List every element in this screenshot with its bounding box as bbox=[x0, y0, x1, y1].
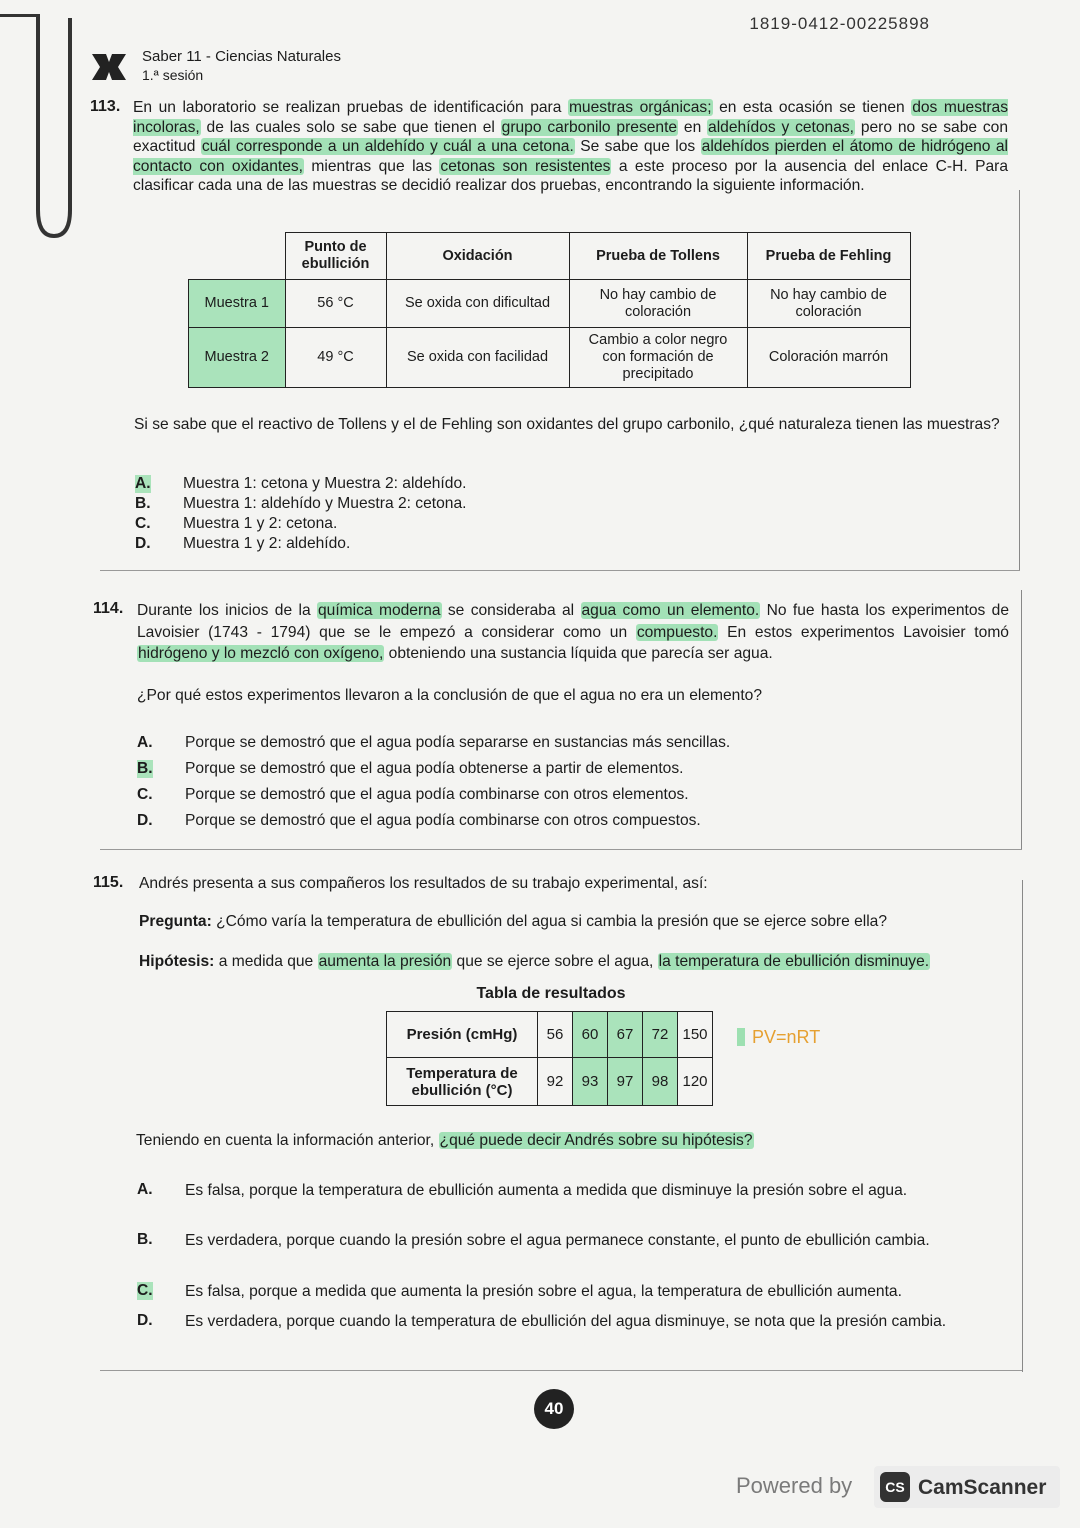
q113-option-b: B. Muestra 1: aldehído y Muestra 2: cetona. bbox=[135, 495, 467, 512]
cell: 97 bbox=[608, 1058, 643, 1106]
frame-border bbox=[1022, 880, 1023, 1372]
q113-option-a: A. Muestra 1: cetona y Muestra 2: aldehído. bbox=[135, 475, 467, 492]
icfes-logo-icon bbox=[90, 50, 128, 84]
cell: 92 bbox=[538, 1058, 573, 1106]
th-oxidacion: Oxidación bbox=[386, 233, 569, 280]
document-code: 1819-0412-00225898 bbox=[749, 14, 930, 33]
camscanner-brand: CamScanner bbox=[918, 1476, 1047, 1499]
cell: 60 bbox=[573, 1012, 608, 1058]
cell: No hay cambio de coloración bbox=[747, 280, 910, 328]
cell: 72 bbox=[643, 1012, 678, 1058]
camscanner-logo-icon: CS bbox=[880, 1472, 910, 1502]
cell: 56 °C bbox=[285, 280, 386, 328]
q114-option-c: C. Porque se demostró que el agua podía combinarse con otros elementos. bbox=[137, 786, 689, 803]
separator bbox=[100, 1370, 1022, 1371]
cell: Cambio a color negro con formación de precipitado bbox=[569, 328, 747, 388]
row-label-presion: Presión (cmHg) bbox=[387, 1012, 538, 1058]
cell: Muestra 2 bbox=[189, 328, 286, 388]
q114-option-d: D. Porque se demostró que el agua podía combinarse con otros compuestos. bbox=[137, 812, 701, 829]
handwritten-note: PV=nRT bbox=[752, 1027, 821, 1047]
q114-question: ¿Por qué estos experimentos llevaron a la conclusión de que el agua no era un elemento? bbox=[137, 687, 763, 704]
cell: 150 bbox=[678, 1012, 713, 1058]
q114-option-a: A. Porque se demostró que el agua podía separarse en sustancias más sencillas. bbox=[137, 734, 731, 751]
separator bbox=[100, 570, 1020, 571]
cell: Muestra 1 bbox=[189, 280, 286, 328]
q113-table bbox=[188, 232, 911, 388]
powered-by-text: Powered by bbox=[736, 1473, 853, 1498]
header-title: Saber 11 - Ciencias Naturales bbox=[142, 48, 341, 65]
frame-border bbox=[1021, 590, 1022, 850]
cell: 67 bbox=[608, 1012, 643, 1058]
q115-results-table bbox=[386, 1011, 713, 1106]
question-number-115: 115. bbox=[93, 874, 124, 891]
table-title: Tabla de resultados bbox=[476, 985, 626, 1002]
table-corner bbox=[189, 233, 286, 280]
question-number-114: 114. bbox=[93, 600, 124, 617]
q115-option-d: D. Es verdadera, porque cuando la temperatura de ebullición del agua disminuye, se nota que la presión cambia. bbox=[137, 1312, 947, 1330]
highlight-mark bbox=[737, 1028, 745, 1046]
q113-text: En un laboratorio se realizan pruebas de identificación para muestras orgánicas; en esta ocasión se tienen dos muestras incoloras, de las cuales solo se sabe que tienen el grupo carbonilo presente en aldehídos y cetonas, pero no se sabe con exactitud cuál corresponde a un aldehído y cuál a una cetona. Se sabe que los aldehídos pierden el átomo de hidrógeno al contacto con oxidantes, mientras que las cetonas son resistentes a este proceso por la ausencia del enlace C-H. Para clasificar cada una de las muestras se decidió realizar dos pruebas, encontrando la siguiente información. bbox=[133, 99, 1009, 194]
cell: 49 °C bbox=[285, 328, 386, 388]
frame-border bbox=[1019, 190, 1020, 570]
header-session: 1.ª sesión bbox=[142, 67, 204, 83]
q115-option-b: B. Es verdadera, porque cuando la presión sobre el agua permanece constante, el punto de ebullición cambia. bbox=[137, 1231, 930, 1249]
table-row bbox=[189, 280, 911, 328]
q115-intro: Andrés presenta a sus compañeros los resultados de su trabajo experimental, así: bbox=[139, 875, 708, 892]
th-tollens: Prueba de Tollens bbox=[569, 233, 747, 280]
page-number: 40 bbox=[534, 1389, 574, 1429]
q113-option-c: C. Muestra 1 y 2: cetona. bbox=[135, 515, 338, 532]
q115-option-c: C. Es falsa, porque a medida que aumenta la presión sobre el agua, la temperatura de ebullición aumenta. bbox=[137, 1282, 902, 1300]
question-number-113: 113. bbox=[90, 98, 121, 115]
q115-option-a: A. Es falsa, porque la temperatura de ebullición aumenta a medida que disminuye la presión sobre el agua. bbox=[137, 1181, 908, 1199]
cell: 93 bbox=[573, 1058, 608, 1106]
cell: Coloración marrón bbox=[747, 328, 910, 388]
q115-question: Teniendo en cuenta la información anterior, ¿qué puede decir Andrés sobre su hipótesis? bbox=[136, 1132, 753, 1149]
q113-question: Si se sabe que el reactivo de Tollens y el de Fehling son oxidantes del grupo carbonilo, ¿qué naturaleza tienen las muestras? bbox=[134, 416, 1000, 433]
paper-clip-icon bbox=[28, 10, 76, 240]
cell: No hay cambio de coloración bbox=[569, 280, 747, 328]
q114-text: Durante los inicios de la química moderna se consideraba al agua como un elemento. No fue hasta los experimentos de Lavoisier (1743 - 1794) que se le empezó a considerar como un compuesto. En estos experimentos Lavoisier tomó hidrógeno y lo mezcló con oxígeno, obteniendo una sustancia líquida que parecía ser agua. bbox=[137, 602, 1009, 662]
clip-mark bbox=[0, 14, 40, 17]
table-row bbox=[189, 328, 911, 388]
th-punto-ebullicion: Punto de ebullición bbox=[285, 233, 386, 280]
q115-hipotesis: Hipótesis: a medida que aumenta la presión que se ejerce sobre el agua, la temperatura de ebullición disminuye. bbox=[139, 953, 930, 970]
cell: Se oxida con facilidad bbox=[386, 328, 569, 388]
q114-option-b: B. Porque se demostró que el agua podía obtenerse a partir de elementos. bbox=[137, 760, 684, 777]
th-fehling: Prueba de Fehling bbox=[747, 233, 910, 280]
q115-pregunta: Pregunta: ¿Cómo varía la temperatura de ebullición del agua si cambia la presión que se ejerce sobre ella? bbox=[139, 913, 888, 930]
q113-option-d: D. Muestra 1 y 2: aldehído. bbox=[135, 535, 351, 552]
cell: 98 bbox=[643, 1058, 678, 1106]
cell: Se oxida con dificultad bbox=[386, 280, 569, 328]
cell: 120 bbox=[678, 1058, 713, 1106]
separator bbox=[100, 849, 1022, 850]
cell: 56 bbox=[538, 1012, 573, 1058]
row-label-temperatura: Temperatura de ebullición (°C) bbox=[387, 1058, 538, 1106]
